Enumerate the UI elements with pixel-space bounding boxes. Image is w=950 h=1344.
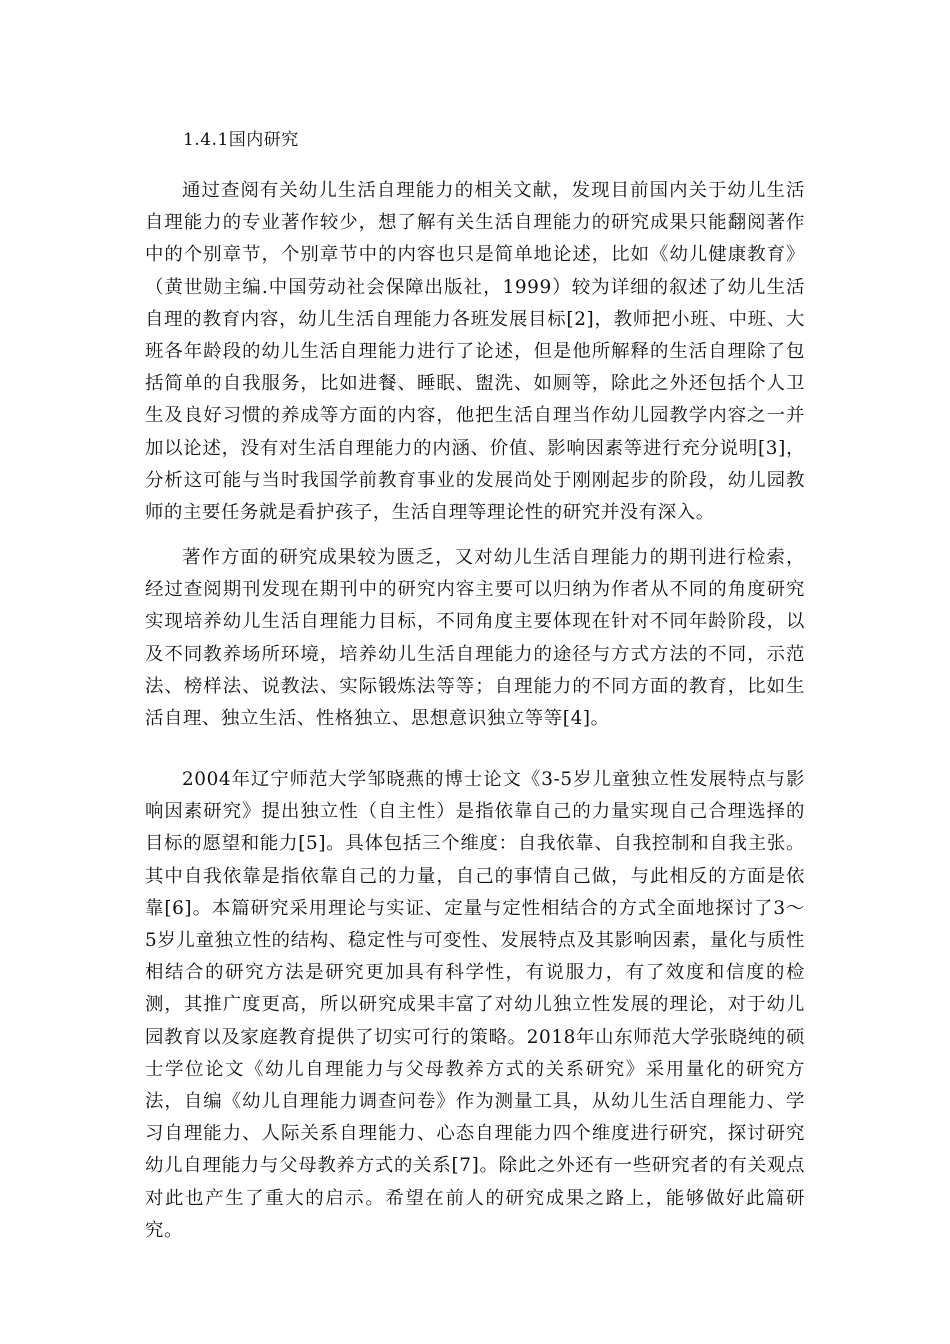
paragraph-journal-research: 著作方面的研究成果较为匮乏，又对幼儿生活自理能力的期刊进行检索，经过查阅期刊发现在期刊中的研究内容主要可以归纳为作者从不同的角度研究实现培养幼儿生活自理能力目标，不同角度主要体现在针对不同年龄阶段，以及不同教养场所环境，培养幼儿生活自理能力的途径与方式方法的不同，示范法、榜样法、说教法、实际锻炼法等等；自理能力的不同方面的教育，比如生活自理、独立生活、性格独立、思想意识独立等等[4]。 (145, 547, 805, 730)
paragraph-dissertation-review: 2004年辽宁师范大学邹晓燕的博士论文《3-5岁儿童独立性发展特点与影响因素研究》提出独立性（自主性）是指依靠自己的力量实现自己合理选择的目标的愿望和能力[5]。具体包括三个维度：自我依靠、自我控制和自我主张。其中自我依靠是指依靠自己的力量，自己的事情自己做，与此相反的方面是依靠[6]。本篇研究采用理论与实证、定量与定性相结合的方式全面地探讨了3～5岁儿童独立性的结构、稳定性与可变性、发展特点及其影响因素，量化与质性相结合的研究方法是研究更加具有科学性，有说服力，有了效度和信度的检测，其推广度更高，所以研究成果丰富了对幼儿独立性发展的理论，对于幼儿园教育以及家庭教育提供了切实可行的策略。2018年山东师范大学张晓纯的硕士学位论文《幼儿自理能力与父母教养方式的关系研究》采用量化的研究方法，自编《幼儿自理能力调查问卷》作为测量工具，从幼儿生活自理能力、学习自理能力、人际关系自理能力、心态自理能力四个维度进行研究，探讨研究幼儿自理能力与父母教养方式的关系[7]。除此之外还有一些研究者的有关观点对此也产生了重大的启示。希望在前人的研究成果之路上，能够做好此篇研究。 (145, 769, 805, 1241)
section-heading: 1.4.1国内研究 (183, 130, 299, 150)
paragraph-domestic-literature: 通过查阅有关幼儿生活自理能力的相关文献，发现目前国内关于幼儿生活自理能力的专业著作较少，想了解有关生活自理能力的研究成果只能翻阅著作中的个别章节，个别章节中的内容也只是简单地论述，比如《幼儿健康教育》（黄世勋主编.中国劳动社会保障出版社，1999）较为详细的叙述了幼儿生活自理的教育内容，幼儿生活自理能力各班发展目标[2]，教师把小班、中班、大班各年龄段的幼儿生活自理能力进行了论述，但是他所解释的生活自理除了包括简单的自我服务，比如进餐、睡眠、盥洗、如厕等，除此之外还包括个人卫生及良好习惯的养成等方面的内容，他把生活自理当作幼儿园教学内容之一并加以论述，没有对生活自理能力的内涵、价值、影响因素等进行充分说明[3]，分析这可能与当时我国学前教育事业的发展尚处于刚刚起步的阶段，幼儿园教师的主要任务就是看护孩子，生活自理等理论性的研究并没有深入。 (145, 180, 805, 524)
